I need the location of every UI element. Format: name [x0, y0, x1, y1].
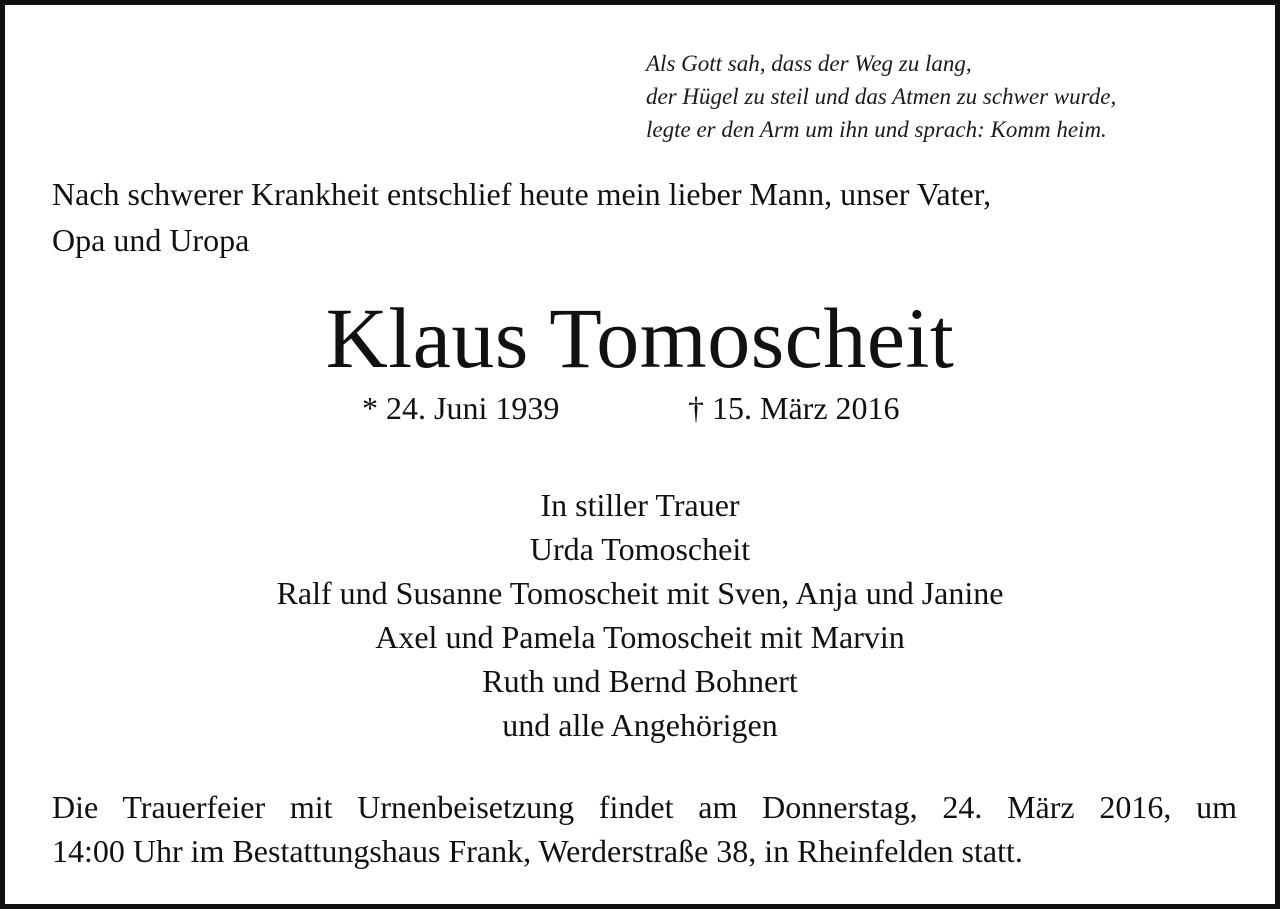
mourners-list [5, 483, 1275, 747]
poem-verse [646, 47, 1246, 146]
service-line: Die Trauerfeier mit Urnenbeisetzung findet am Donnerstag, 24. März 2016, um [52, 789, 1237, 825]
death-date: † 15. März 2016 [688, 390, 900, 426]
service-line: 14:00 Uhr im Bestattungshaus Frank, Werderstraße 38, in Rheinfelden statt. [52, 833, 1023, 869]
birth-date: * 24. Juni 1939 [362, 390, 560, 426]
mourner-name: und alle Angehörigen [502, 707, 778, 743]
intro-line: Nach schwerer Krankheit entschlief heute mein lieber Mann, unser Vater, [52, 176, 992, 212]
funeral-service-info [52, 785, 1237, 873]
poem-line: der Hügel zu steil und das Atmen zu schwer wurde, [646, 84, 1117, 109]
mourner-name: Axel und Pamela Tomoscheit mit Marvin [375, 619, 905, 655]
mourning-heading: In stiller Trauer [540, 487, 740, 523]
deceased-name: Klaus Tomoscheit [325, 290, 955, 386]
mourner-name: Ralf und Susanne Tomoscheit mit Sven, Anja und Janine [276, 575, 1004, 611]
poem-line: legte er den Arm um ihn und sprach: Komm heim. [646, 117, 1107, 142]
intro-line: Opa und Uropa [52, 222, 250, 258]
mourner-name: Ruth und Bernd Bohnert [482, 663, 798, 699]
intro-text [52, 171, 1242, 263]
poem-line: Als Gott sah, dass der Weg zu lang, [646, 51, 972, 76]
mourner-name: Urda Tomoscheit [529, 531, 751, 567]
